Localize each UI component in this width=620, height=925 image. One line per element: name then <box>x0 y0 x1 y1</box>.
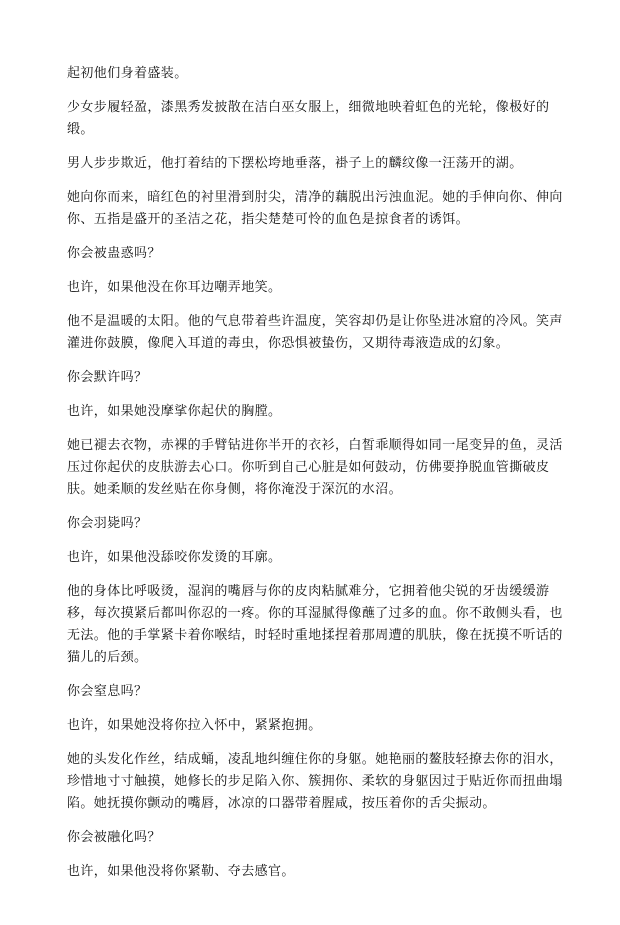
answer-bewitched: 也许，如果他没在你耳边嘲弄地笑。 <box>67 280 282 295</box>
question-bewitched: 你会被蛊惑吗？ <box>67 246 161 261</box>
answer-melt: 也许，如果他没将你紧勒、夺去感官。 <box>67 864 295 879</box>
paragraph-not-the-sun: 他不是温暖的太阳。他的气息带着些许温度，笑容却仍是让你坠进冰窟的冷风。笑声灌进你鼓膜，像爬入耳道的毒虫，你恐惧被蛰伤，又期待毒液造成的幻象。 <box>67 314 563 351</box>
answer-succumb: 也许，如果他没舔咬你发烫的耳廓。 <box>67 550 282 565</box>
paragraph-maiden: 少女步履轻盈，漆黑秀发披散在洁白巫女服上，细微地映着虹色的光轮，像极好的缎。 <box>67 100 550 137</box>
answer-consent: 也许，如果她没摩挲你起伏的胸膛。 <box>67 404 282 419</box>
paragraph-his-body: 他的身体比呼吸烫，湿润的嘴唇与你的皮肉粘腻难分，它拥着他尖锐的牙齿缓缓游移，每次摸紧后都叫你忍的一疼。你的耳湿腻得像蘸了过多的血。你不敢侧头看，也无法。他的手掌紧卡着你喉结，时轻时重地揉捏着那周遭的肌肤，像在抚摸不听话的猫儿的后颈。 <box>67 584 563 665</box>
question-consent: 你会默许吗？ <box>67 370 148 385</box>
question-melt: 你会被融化吗？ <box>67 830 161 845</box>
answer-suffocate: 也许，如果她没将你拉入怀中，紧紧抱拥。 <box>67 718 322 733</box>
document-body <box>67 63 567 895</box>
paragraph-opening: 起初他们身着盛装。 <box>67 66 188 81</box>
paragraph-her-hair: 她的头发化作丝，结成蛹，凌乱地纠缠住你的身躯。她艳丽的鳌肢轻撩去你的泪水，珍惜地寸寸触摸，她修长的步足陷入你、簇拥你、柔软的身躯因过于贴近你而扭曲塌陷。她抚摸你颤动的嘴唇，冰凉的口器带着腥咸，按压着你的舌尖振动。 <box>67 752 563 811</box>
paragraph-man: 男人步步欺近，他打着结的下摆松垮地垂落，褂子上的麟纹像一汪荡开的湖。 <box>67 156 523 171</box>
paragraph-undressed: 她已褪去衣物，赤裸的手臂钻进你半开的衣衫，白皙乖顺得如同一尾变异的鱼，灵活压过你起伏的皮肤游去心口。你听到自己心脏是如何鼓动，仿佛要挣脱血管撕破皮肤。她柔顺的发丝贴在你身侧，将你淹没于深沉的水沼。 <box>67 438 563 497</box>
question-succumb: 你会羽毙吗？ <box>67 516 148 531</box>
question-suffocate: 你会窒息吗？ <box>67 684 148 699</box>
paragraph-she-approaches: 她向你而来，暗红色的衬里滑到肘尖，清净的藕脱出污浊血泥。她的手伸向你、伸向你、五指是盛开的圣洁之花，指尖楚楚可怜的血色是掠食者的诱饵。 <box>67 190 563 227</box>
